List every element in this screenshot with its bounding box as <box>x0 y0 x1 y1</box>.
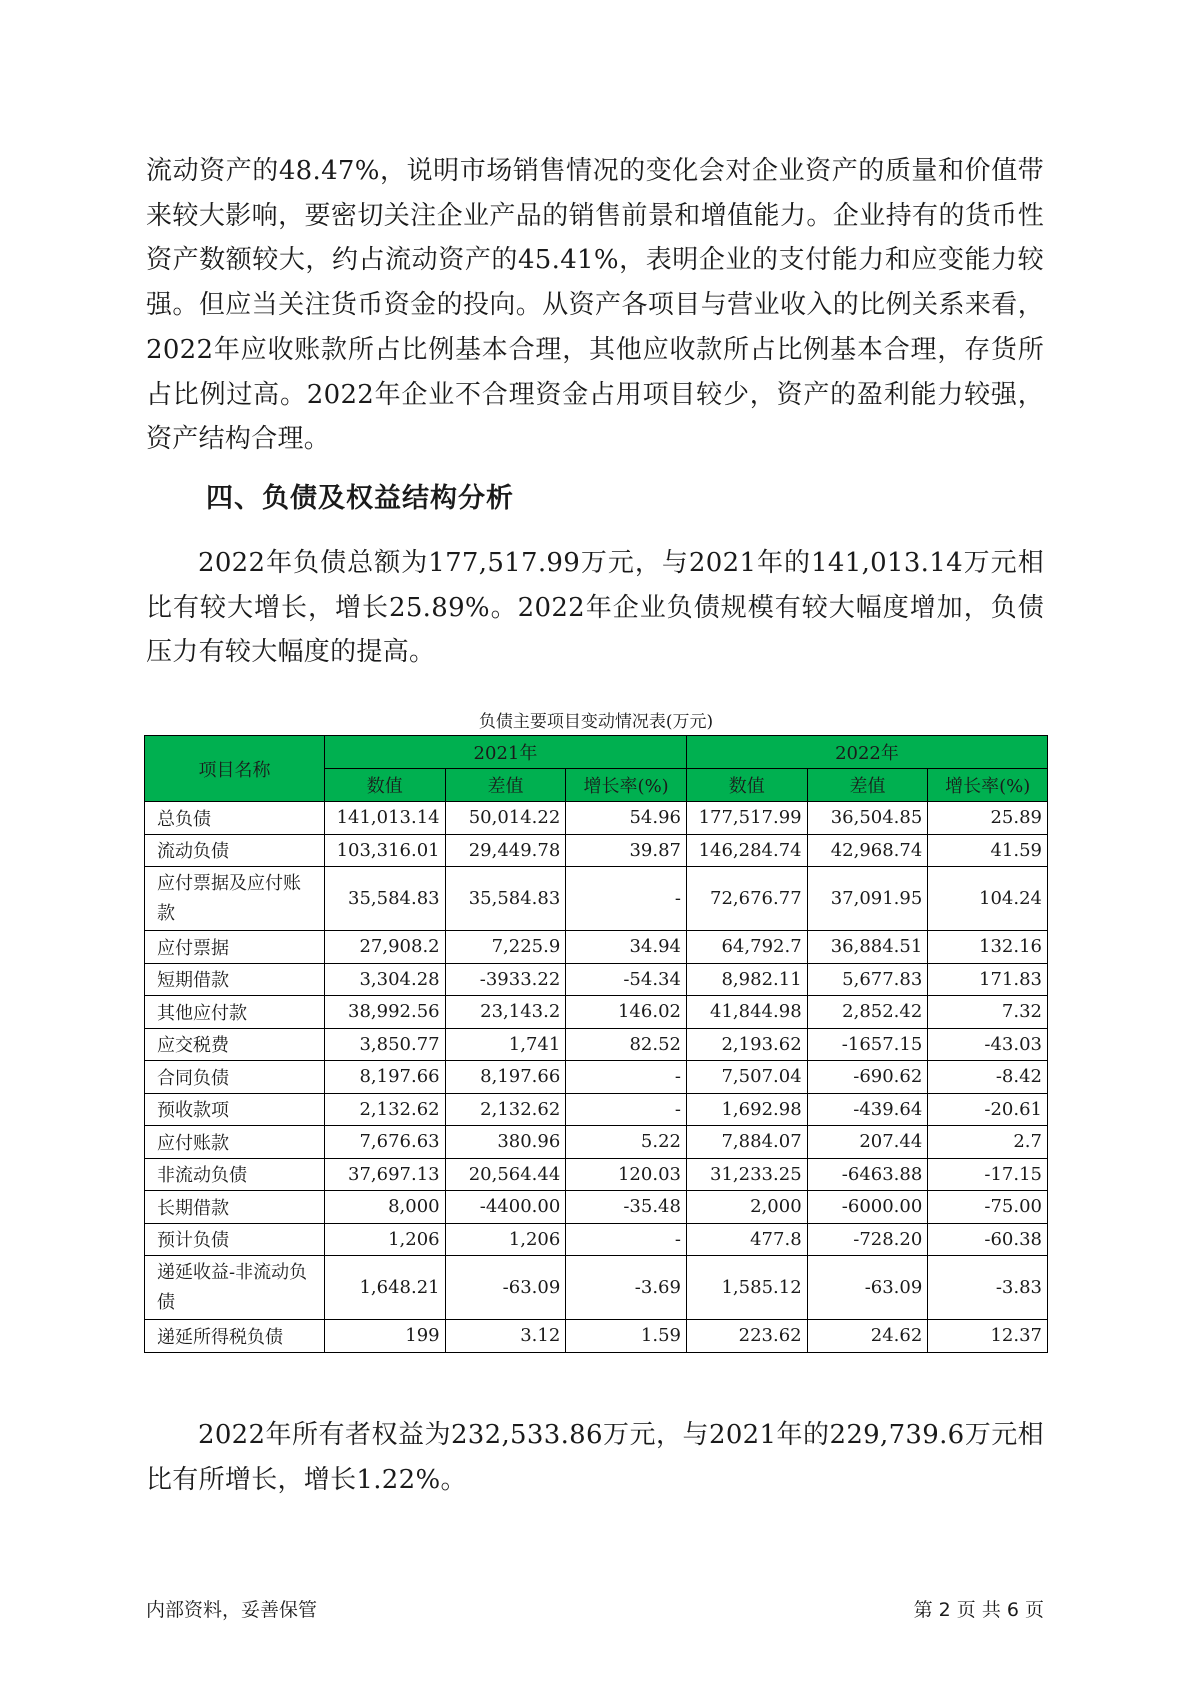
row-name-cell: 应付票据 <box>145 931 325 964</box>
value-2021-cell: 103,316.01 <box>324 834 445 867</box>
header-value-2022: 数值 <box>686 769 807 802</box>
diff-2022-cell: 36,884.51 <box>807 931 928 964</box>
diff-2021-cell: 380.96 <box>445 1126 566 1159</box>
rate-2021-cell: - <box>566 1061 687 1094</box>
diff-2021-cell: 50,014.22 <box>445 802 566 835</box>
value-2022-cell: 2,000 <box>686 1191 807 1224</box>
value-2021-cell: 38,992.56 <box>324 996 445 1029</box>
rate-2022-cell: 12.37 <box>928 1320 1048 1353</box>
diff-2022-cell: -6000.00 <box>807 1191 928 1224</box>
rate-2021-cell: 82.52 <box>566 1028 687 1061</box>
table-row <box>145 1320 1048 1353</box>
rate-2022-cell: 2.7 <box>928 1126 1048 1159</box>
rate-2022-cell: 7.32 <box>928 996 1048 1029</box>
rate-2022-cell: -17.15 <box>928 1158 1048 1191</box>
row-name-cell: 短期借款 <box>145 963 325 996</box>
header-diff-2022: 差值 <box>807 769 928 802</box>
value-2021-cell: 1,648.21 <box>324 1256 445 1320</box>
row-name-cell: 其他应付款 <box>145 996 325 1029</box>
row-name-cell: 总负债 <box>145 802 325 835</box>
header-item-name: 项目名称 <box>145 736 325 802</box>
row-name-cell: 预收款项 <box>145 1093 325 1126</box>
value-2021-cell: 2,132.62 <box>324 1093 445 1126</box>
table-row <box>145 834 1048 867</box>
row-name-cell: 预计负债 <box>145 1223 325 1256</box>
paragraph-equity-summary: 2022年所有者权益为232,533.86万元，与2021年的229,739.6万元相比有所增长，增长1.22%。 <box>146 1420 1044 1495</box>
row-name-cell: 应付票据及应付账款 <box>145 867 325 931</box>
diff-2022-cell: 24.62 <box>807 1320 928 1353</box>
table-row <box>145 996 1048 1029</box>
rate-2022-cell: 41.59 <box>928 834 1048 867</box>
rate-2021-cell: -35.48 <box>566 1191 687 1224</box>
value-2021-cell: 199 <box>324 1320 445 1353</box>
diff-2022-cell: -690.62 <box>807 1061 928 1094</box>
diff-2021-cell: 8,197.66 <box>445 1061 566 1094</box>
diff-2021-cell: 1,741 <box>445 1028 566 1061</box>
value-2022-cell: 64,792.7 <box>686 931 807 964</box>
diff-2021-cell: -63.09 <box>445 1256 566 1320</box>
value-2021-cell: 1,206 <box>324 1223 445 1256</box>
table-row <box>145 931 1048 964</box>
rate-2022-cell: 171.83 <box>928 963 1048 996</box>
table-row <box>145 1191 1048 1224</box>
header-rate-2021: 增长率(%) <box>566 769 687 802</box>
value-2021-cell: 37,697.13 <box>324 1158 445 1191</box>
header-diff-2021: 差值 <box>445 769 566 802</box>
value-2022-cell: 146,284.74 <box>686 834 807 867</box>
rate-2022-cell: 25.89 <box>928 802 1048 835</box>
value-2022-cell: 1,585.12 <box>686 1256 807 1320</box>
value-2021-cell: 3,850.77 <box>324 1028 445 1061</box>
diff-2021-cell: -3933.22 <box>445 963 566 996</box>
row-name-cell: 应付账款 <box>145 1126 325 1159</box>
diff-2021-cell: -4400.00 <box>445 1191 566 1224</box>
paragraph-liability-summary: 2022年负债总额为177,517.99万元，与2021年的141,013.14万元相比有较大增长，增长25.89%。2022年企业负债规模有较大幅度增加，负债压力有较大幅度的提高。 <box>146 548 1044 668</box>
diff-2022-cell: 207.44 <box>807 1126 928 1159</box>
value-2021-cell: 27,908.2 <box>324 931 445 964</box>
value-2022-cell: 41,844.98 <box>686 996 807 1029</box>
rate-2021-cell: 54.96 <box>566 802 687 835</box>
footer-page-number: 第 2 页 共 6 页 <box>913 1599 1044 1621</box>
diff-2022-cell: -439.64 <box>807 1093 928 1126</box>
paragraph-asset-analysis: 流动资产的48.47%，说明市场销售情况的变化会对企业资产的质量和价值带来较大影响，要密切关注企业产品的销售前景和增值能力。企业持有的货币性资产数额较大，约占流动资产的45.41%，表明企业的支付能力和应变能力较强。但应当关注货币资金的投向。从资产各项目与营业收入的比例关系来看，2022年应收账款所占比例基本合理，其他应收款所占比例基本合理，存货所占比例过高。2022年企业不合理资金占用项目较少，资产的盈利能力较强，资产结构合理。 <box>146 156 1044 455</box>
diff-2021-cell: 7,225.9 <box>445 931 566 964</box>
row-name-cell: 递延所得税负债 <box>145 1320 325 1353</box>
diff-2022-cell: 5,677.83 <box>807 963 928 996</box>
value-2022-cell: 72,676.77 <box>686 867 807 931</box>
value-2022-cell: 31,233.25 <box>686 1158 807 1191</box>
diff-2022-cell: 36,504.85 <box>807 802 928 835</box>
row-name-cell: 长期借款 <box>145 1191 325 1224</box>
rate-2021-cell: - <box>566 1093 687 1126</box>
table-caption: 负债主要项目变动情况表(万元) <box>478 712 714 732</box>
row-name-cell: 非流动负债 <box>145 1158 325 1191</box>
diff-2022-cell: -1657.15 <box>807 1028 928 1061</box>
value-2021-cell: 3,304.28 <box>324 963 445 996</box>
value-2022-cell: 1,692.98 <box>686 1093 807 1126</box>
diff-2022-cell: -63.09 <box>807 1256 928 1320</box>
value-2022-cell: 177,517.99 <box>686 802 807 835</box>
diff-2022-cell: -6463.88 <box>807 1158 928 1191</box>
value-2022-cell: 223.62 <box>686 1320 807 1353</box>
header-value-2021: 数值 <box>324 769 445 802</box>
value-2022-cell: 477.8 <box>686 1223 807 1256</box>
rate-2021-cell: 146.02 <box>566 996 687 1029</box>
table-row <box>145 802 1048 835</box>
row-name-cell: 递延收益-非流动负债 <box>145 1256 325 1320</box>
value-2021-cell: 141,013.14 <box>324 802 445 835</box>
rate-2022-cell: -20.61 <box>928 1093 1048 1126</box>
table-row <box>145 963 1048 996</box>
rate-2022-cell: 104.24 <box>928 867 1048 931</box>
value-2022-cell: 2,193.62 <box>686 1028 807 1061</box>
value-2021-cell: 8,000 <box>324 1191 445 1224</box>
value-2022-cell: 8,982.11 <box>686 963 807 996</box>
rate-2021-cell: 34.94 <box>566 931 687 964</box>
row-name-cell: 流动负债 <box>145 834 325 867</box>
diff-2021-cell: 2,132.62 <box>445 1093 566 1126</box>
value-2022-cell: 7,884.07 <box>686 1126 807 1159</box>
diff-2022-cell: 37,091.95 <box>807 867 928 931</box>
rate-2022-cell: -60.38 <box>928 1223 1048 1256</box>
table-row <box>145 867 1048 931</box>
rate-2021-cell: 39.87 <box>566 834 687 867</box>
diff-2022-cell: 2,852.42 <box>807 996 928 1029</box>
rate-2021-cell: 120.03 <box>566 1158 687 1191</box>
header-rate-2022: 增长率(%) <box>928 769 1048 802</box>
rate-2021-cell: - <box>566 1223 687 1256</box>
section-heading: 四、负债及权益结构分析 <box>206 483 514 514</box>
rate-2022-cell: 132.16 <box>928 931 1048 964</box>
value-2021-cell: 8,197.66 <box>324 1061 445 1094</box>
table-row <box>145 1126 1048 1159</box>
rate-2021-cell: - <box>566 867 687 931</box>
liability-table <box>144 735 1048 1353</box>
footer-confidential-note: 内部资料，妥善保管 <box>146 1599 318 1621</box>
table-row <box>145 1256 1048 1320</box>
diff-2021-cell: 3.12 <box>445 1320 566 1353</box>
diff-2021-cell: 20,564.44 <box>445 1158 566 1191</box>
rate-2022-cell: -8.42 <box>928 1061 1048 1094</box>
table-row <box>145 1028 1048 1061</box>
table-body <box>145 802 1048 1353</box>
row-name-cell: 合同负债 <box>145 1061 325 1094</box>
diff-2021-cell: 35,584.83 <box>445 867 566 931</box>
diff-2021-cell: 29,449.78 <box>445 834 566 867</box>
table-row <box>145 1061 1048 1094</box>
rate-2022-cell: -3.83 <box>928 1256 1048 1320</box>
table-row <box>145 1223 1048 1256</box>
rate-2021-cell: 5.22 <box>566 1126 687 1159</box>
rate-2022-cell: -43.03 <box>928 1028 1048 1061</box>
table-row <box>145 1158 1048 1191</box>
value-2021-cell: 35,584.83 <box>324 867 445 931</box>
diff-2022-cell: 42,968.74 <box>807 834 928 867</box>
rate-2021-cell: 1.59 <box>566 1320 687 1353</box>
diff-2022-cell: -728.20 <box>807 1223 928 1256</box>
header-year-2022: 2022年 <box>686 736 1047 769</box>
rate-2022-cell: -75.00 <box>928 1191 1048 1224</box>
diff-2021-cell: 1,206 <box>445 1223 566 1256</box>
table-row <box>145 1093 1048 1126</box>
value-2022-cell: 7,507.04 <box>686 1061 807 1094</box>
row-name-cell: 应交税费 <box>145 1028 325 1061</box>
header-year-2021: 2021年 <box>324 736 686 769</box>
value-2021-cell: 7,676.63 <box>324 1126 445 1159</box>
rate-2021-cell: -3.69 <box>566 1256 687 1320</box>
rate-2021-cell: -54.34 <box>566 963 687 996</box>
diff-2021-cell: 23,143.2 <box>445 996 566 1029</box>
